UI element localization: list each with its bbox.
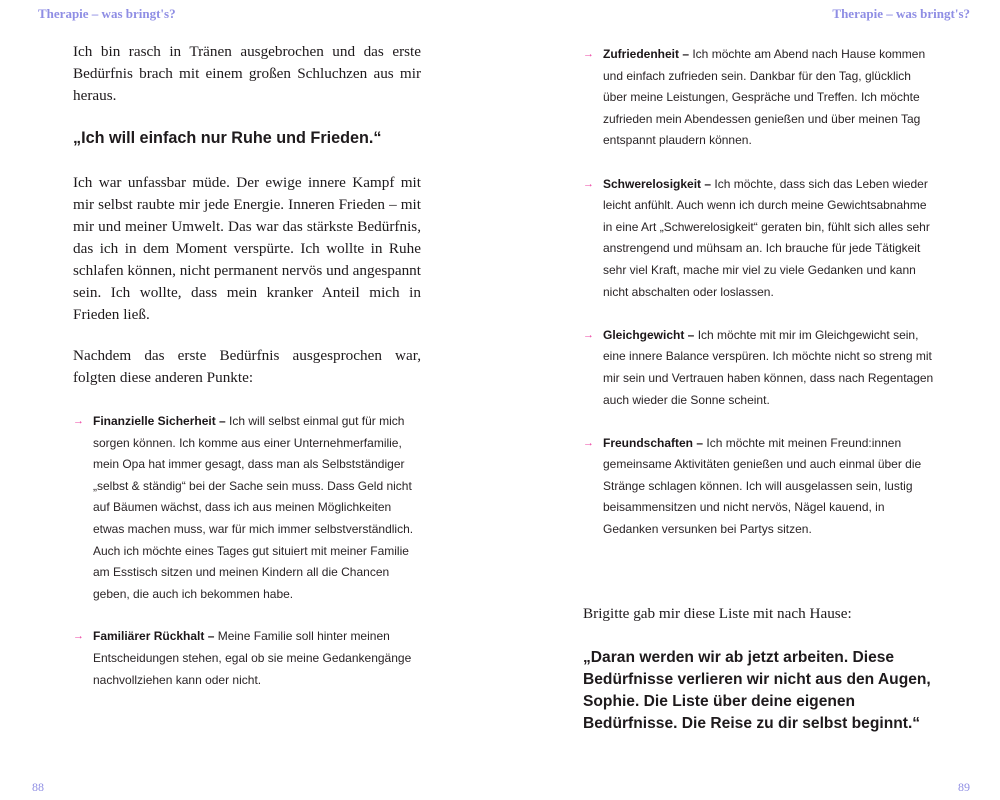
list-item xyxy=(73,626,421,691)
running-head-right: Therapie – was bringt's? xyxy=(832,6,970,21)
page-number-left: 88 xyxy=(32,780,44,794)
arrow-right-icon: → xyxy=(73,415,84,427)
arrow-right-icon: → xyxy=(73,630,84,643)
item-term: Schwerelosigkeit – xyxy=(603,176,712,191)
item-term: Familiärer Rückhalt – xyxy=(93,629,215,644)
list-item xyxy=(583,174,935,304)
item-text: Meine Familie soll hinter meinen Entscheidungen stehen, egal ob sie meine Gedankengänge nachvollziehen kann oder nicht. xyxy=(93,629,412,687)
arrow-right-icon: → xyxy=(583,328,594,341)
list-item xyxy=(583,325,935,411)
list-item xyxy=(73,411,421,605)
item-text: Ich möchte am Abend nach Hause kommen und einfach zufrieden sein. Dankbar für den Tag, glücklich über meine Leistungen, Gespräche und Treffen. Ich möchte zufrieden mein Abendessen genießen und über meinen Tag entspannt plaudern können. xyxy=(603,47,926,148)
page-number-right: 89 xyxy=(958,780,970,794)
arrow-right-icon: → xyxy=(583,48,594,60)
list-item xyxy=(583,433,935,541)
item-term: Finanzielle Sicherheit – xyxy=(93,414,226,428)
needs-list-right xyxy=(583,44,935,541)
quote-brigitte: „Daran werden wir ab jetzt arbeiten. Diese Bedürfnisse verlieren wir nicht aus den Augen, Sophie. Die Liste über deine eigenen Bedürfnisse. Die Reise zu dir selbst beginnt.“ xyxy=(583,649,931,732)
item-term: Gleichgewicht – xyxy=(603,327,695,342)
item-text: Ich möchte, dass sich das Leben wieder leicht anfühlt. Auch wenn ich durch meine Gewichtsabnahme in eine Art „Schwerelosigkeit“ geraten bin, fühlt sich alles sehr anstrengend und mühsam an. Ich brauche für jede Tätigkeit sehr viel Kraft, mache mir viel zu viele Gedanken und kann nicht abschalten oder loslassen. xyxy=(603,176,930,299)
item-text: Ich möchte mit meinen Freund:innen gemeinsame Aktivitäten genießen und auch einmal über die Stränge schlagen können. Ich will ausgelassen sein, lustig beisammensitzen und nicht nervös, Nägel kauend, in Gedanken versunken bei Partys sitzen. xyxy=(603,435,922,537)
arrow-right-icon: → xyxy=(583,177,594,190)
running-head-left: Therapie – was bringt's? xyxy=(38,6,176,21)
right-page xyxy=(500,0,1000,800)
item-term: Freundschaften – xyxy=(603,435,704,450)
paragraph-brigitte: Brigitte gab mir diese Liste mit nach Hause: xyxy=(583,605,852,622)
item-text: Ich möchte mit mir im Gleichgewicht sein, eine innere Balance verspüren. Ich möchte nicht so streng mit mir sein und Vertrauen haben können, dass nach Regentagen auch wieder die Sonne scheint. xyxy=(603,327,934,407)
item-term: Zufriedenheit – xyxy=(603,47,690,61)
paragraph-tired: Ich war unfassbar müde. Der ewige innere Kampf mit mir selbst raubte mir jede Energie. Inneren Frieden – mit mir und meiner Umwelt. Das war das stärkste Bedürfnis, das ich in dem Moment verspürte. Ich wollte in Ruhe schlafen können, nicht permanent nervös und angespannt sein. Ich wollte, dass mein kranker Anteil mich in Frieden ließ. xyxy=(73,174,421,323)
paragraph-tears: Ich bin rasch in Tränen ausgebrochen und das erste Bedürfnis brach mit einem großen Schluchzen aus mir heraus. xyxy=(73,43,421,104)
paragraph-list-intro: Nachdem das erste Bedürfnis ausgesprochen war, folgten diese anderen Punkte: xyxy=(73,347,421,386)
list-item xyxy=(583,44,935,152)
quote-ruhe-frieden: „Ich will einfach nur Ruhe und Frieden.“ xyxy=(73,129,382,147)
item-text: Ich will selbst einmal gut für mich sorgen können. Ich komme aus einer Unternehmerfamilie, mein Opa hat immer gesagt, dass man als Selbstständiger „selbst & ständig“ bei der Sache sein muss. Dass Geld nicht auf Bäumen wächst, dass ich aus meinen Möglichkeiten etwas machen muss, war für mich immer selbstverständlich. Auch ich möchte eines Tages gut situiert mit meiner Familie am Esstisch sitzen und meinen Kindern all die Chancen geben, die auch ich bekommen habe. xyxy=(93,414,414,601)
arrow-right-icon: → xyxy=(583,436,594,449)
needs-list-left xyxy=(73,411,421,691)
